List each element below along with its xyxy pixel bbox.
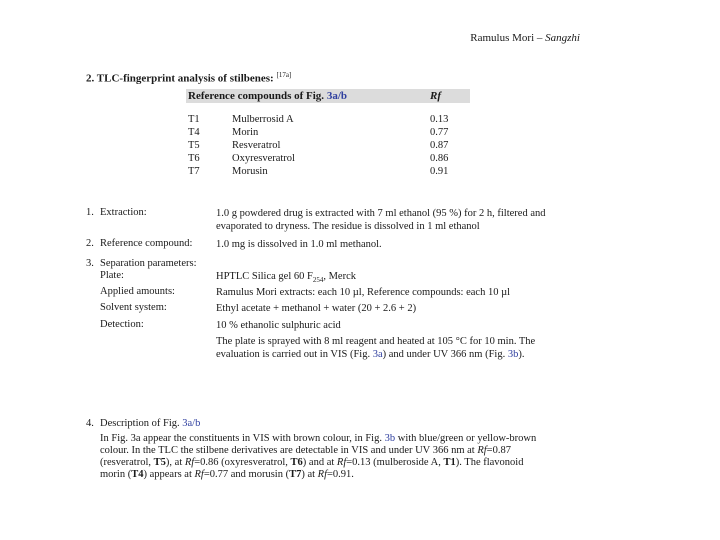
table-row <box>186 127 470 140</box>
compound-code: T6 <box>188 153 200 164</box>
ref-table-header <box>186 89 470 103</box>
table-row <box>186 153 470 166</box>
reference-label: Reference compound: <box>100 238 193 249</box>
separation-label: Separation parameters: <box>100 258 197 269</box>
applied-text: Ramulus Mori extracts: each 10 µl, Reference compounds: each 10 µl <box>216 287 511 298</box>
plate-text: HPTLC Silica gel 60 $F_{254}$, Merck <box>216 271 356 285</box>
compound-name: Morin <box>232 127 259 138</box>
compound-name: Mulberrosid A <box>232 114 294 125</box>
compound-rf: 0.87 <box>430 140 449 151</box>
detection-reagent: 10 % ethanolic sulphuric acid <box>216 320 341 331</box>
fig-link[interactable]: 3a <box>372 349 383 360</box>
extraction-text <box>216 207 546 233</box>
table-row <box>186 140 470 153</box>
compound-name: Oxyresveratrol <box>232 153 295 164</box>
item-number: 4. <box>86 418 94 429</box>
compound-code: T4 <box>188 127 200 138</box>
compound-rf: 0.77 <box>430 127 449 138</box>
table-row <box>186 114 470 127</box>
compound-rf: 0.13 <box>430 114 449 125</box>
description-line: morin (T4) appears at Rf=0.77 and morusin (T7) at Rf=0.91. <box>100 469 354 480</box>
section-title <box>86 71 291 85</box>
solvent-text: Ethyl acetate + methanol + water (20 + 2.6 + 2) <box>216 303 417 314</box>
ref-table-header-rf: Rf <box>430 90 441 102</box>
compound-rf: 0.91 <box>430 166 449 177</box>
compound-code: T1 <box>188 114 200 125</box>
compound-name: Resveratrol <box>232 140 281 151</box>
detection-line: evaluation is carried out in VIS (Fig. 3a) and under UV 366 nm (Fig. 3b). <box>216 349 525 360</box>
item-number: 3. <box>86 258 94 269</box>
item-number: 2. <box>86 238 94 249</box>
detection-text <box>216 319 535 361</box>
description-line: In Fig. 3a appear the constituents in VIS with brown colour, in Fig. 3b with blue/green or yellow-brown <box>100 433 537 444</box>
ref-table-header-title: Reference compounds of Fig. 3a/b <box>188 90 347 102</box>
plate-label: Plate: <box>100 270 124 281</box>
description-line: (resveratrol, T5), at Rf=0.86 (oxyresveratrol, T6) and at Rf=0.13 (mulberoside A, T1). The flavonoid <box>100 457 524 468</box>
header-title: Ramulus Mori – <box>470 32 546 44</box>
compound-rf: 0.86 <box>430 153 449 164</box>
compound-code: T7 <box>188 166 200 177</box>
fig-link[interactable]: 3a/b <box>182 418 201 429</box>
description-line: colour. In the TLC the stilbene derivatives are detectable in VIS and under UV 366 nm at Rf=0.87 <box>100 445 511 456</box>
compound-code: T5 <box>188 140 200 151</box>
description-title: Description of Fig. 3a/b <box>100 418 201 429</box>
citation-ref: [17a] <box>276 71 292 79</box>
header-subtitle: Sangzhi <box>545 32 580 44</box>
solvent-label: Solvent system: <box>100 302 167 313</box>
fig-link[interactable]: 3a/b <box>326 90 347 102</box>
applied-label: Applied amounts: <box>100 286 175 297</box>
detection-line: The plate is sprayed with 8 ml reagent and heated at 105 °C for 10 min. The <box>216 336 536 347</box>
description-paragraph <box>100 433 570 481</box>
extraction-line: 1.0 g powdered drug is extracted with 7 ml ethanol (95 %) for 2 h, filtered and <box>216 208 546 219</box>
extraction-label: Extraction: <box>100 207 147 218</box>
item-number: 1. <box>86 207 94 218</box>
page-header <box>470 32 580 44</box>
detection-label: Detection: <box>100 319 144 330</box>
compound-name: Morusin <box>232 166 268 177</box>
fig-link[interactable]: 3b <box>507 349 519 360</box>
extraction-line: evaporated to dryness. The residue is dissolved in 1 ml ethanol <box>216 221 480 232</box>
reference-text: 1.0 mg is dissolved in 1.0 ml methanol. <box>216 239 382 250</box>
section-title-text: 2. TLC-fingerprint analysis of stilbenes: <box>86 72 274 85</box>
table-row <box>186 166 470 179</box>
fig-link[interactable]: 3b <box>384 433 396 444</box>
